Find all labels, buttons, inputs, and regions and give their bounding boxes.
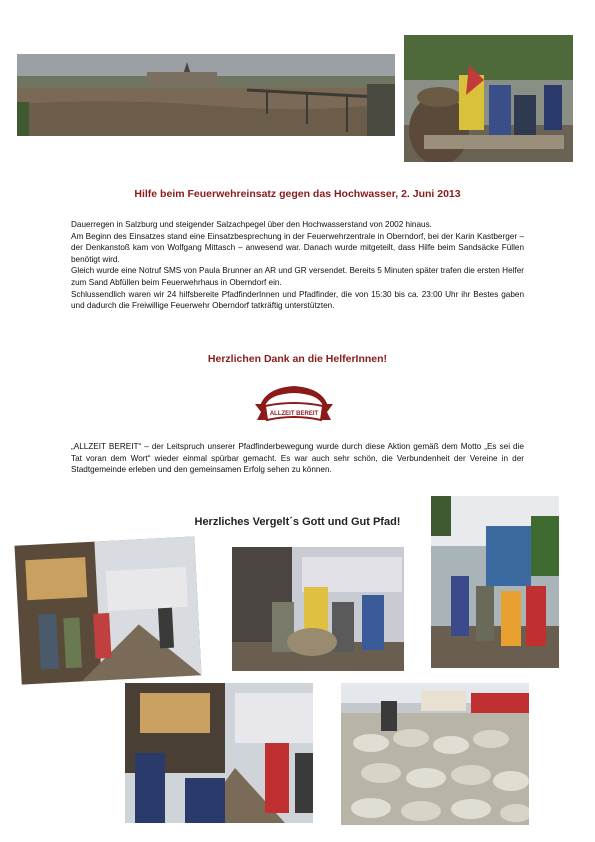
sandbags-pile-photo	[341, 683, 529, 825]
report-paragraph: Dauerregen in Salzburg und steigender Salzachpegel über den Hochwasserstand von 2002 hinaus.	[71, 220, 432, 229]
report-text	[71, 219, 524, 312]
helpers-raincoats-photo	[404, 35, 573, 162]
motto-paragraph: „ALLZEIT BEREIT“ – der Leitspruch unserer Pfadfinderbewegung wurde durch diese Aktion gemäß dem Motto „Es sei die Tat voran dem Wort“ wieder einmal spürbar gemacht. Es war auch sehr schön, die Verbundenheit der Vereine in der Stadtgemeinde erleben und den gemeinsamen Erfolg sehen zu können.	[71, 442, 524, 475]
thanks-heading: Herzlichen Dank an die HelferInnen!	[207, 353, 388, 365]
truck-helpers-photo	[431, 496, 559, 668]
closing-heading: Herzliches Vergelt´s Gott und Gut Pfad!	[194, 516, 401, 528]
report-paragraph: Am Beginn des Einsatzes stand eine Einsatzbesprechung in der Feuerwehrzentrale in Oberndorf, bei der Karin Kastberger – der Denkanstoß kam von Wolfgang Mittasch – anwesend war. Danach wurde mitgeteilt, dass Hilfe beim Sandsäcke Füllen benötigt wird.	[71, 231, 524, 264]
sandbag-filling-photo-3	[125, 683, 313, 823]
flood-panorama-photo	[17, 54, 395, 136]
motto-text	[71, 441, 524, 476]
allzeit-bereit-emblem	[253, 380, 335, 430]
report-paragraph: Schlussendlich waren wir 24 hilfsbereite PfadfinderInnen und Pfadfinder, die von 15:30 bis ca. 23:00 Uhr ihr Bestes gaben und dadurch die Freiwillige Feuerwehr Oberndorf tatkräftig unterstützten.	[71, 289, 524, 311]
page-title: Hilfe beim Feuerwehreinsatz gegen das Hochwasser, 2. Juni 2013	[134, 188, 461, 200]
sandbag-filling-photo-2	[232, 547, 404, 671]
sandbag-filling-photo-1	[14, 536, 201, 684]
report-paragraph: Gleich wurde eine Notruf SMS von Paula Brunner an AR und GR versendet. Bereits 5 Minuten später trafen die ersten Helfer zum Sand Abfüllen beim Feuerwehrhaus in Oberndorf ein.	[71, 266, 524, 287]
emblem-motto: ALLZEIT BEREIT	[269, 411, 319, 417]
